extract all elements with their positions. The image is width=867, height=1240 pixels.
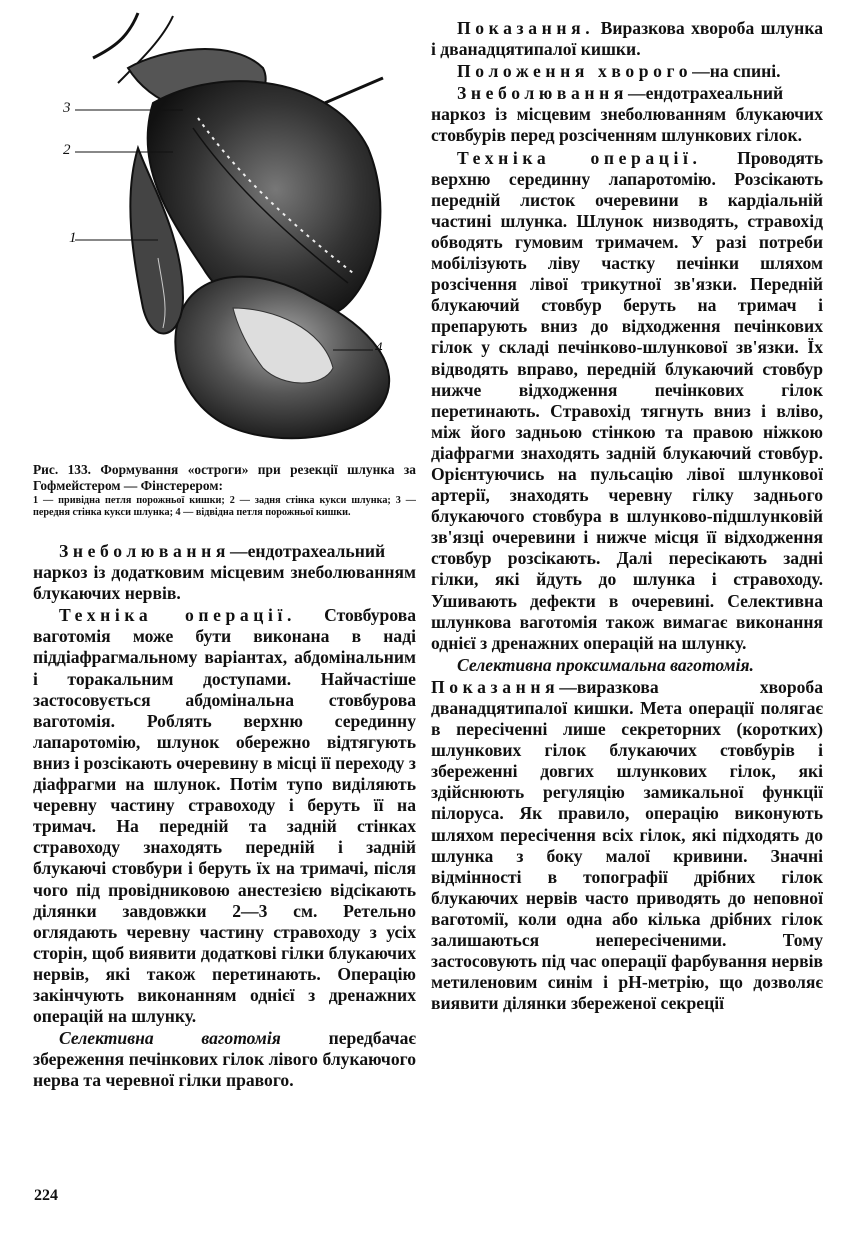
figure-label-1: 1	[69, 230, 77, 246]
page-number: 224	[34, 1187, 58, 1204]
figure-label-2: 2	[63, 142, 71, 158]
paragraph	[33, 605, 416, 1027]
paragraph-text: —на спині.	[692, 61, 781, 82]
paragraph	[33, 541, 416, 604]
italic-heading: Селективна ваготомія	[59, 1028, 281, 1049]
paragraph-text: —ендотрахеальний наркоз із місцевим знеболюванням блукаючих стовбурів перед розсіченням шлункових гілок.	[431, 83, 823, 146]
paragraph	[431, 655, 823, 676]
paragraph-text: Проводять верхню серединну лапаротомію. Розсікають передній листок очеревини в кардіальній частині шлунка. Шлунок низводять, стравохід обводять гумовим тримачем. У разі потреби мобілізують ліву частку печінки шляхом розсічення лівої трикутної зв'язки. Передній блукаючий стовбур беруть на тримач і препарують вниз до відходження печінкових гілок у складі печінково-шлункової зв'язки. Їх відводять вправо, передній блукаючий стовбур нижче відходження печінкових гілок перетинають. Стравохід тягнуть вниз і вліво, між його задньою стінкою та правою ніжкою діафрагми знаходять задній блукаючий стовбур. Орієнтуючись на пульсацію лівої шлункової артерії, знаходять черевну гілку заднього блукаючого стовбура в шлунково-підшлунковій зв'язці очеревини і нижче місця її відходження стовбур розсікають. Далі пересікають задні гілки, які йдуть до шлунка і стравоходу. Ушивають дефекти в очеревині. Селективна шлункова ваготомія також вимагає виконання однієї з дренажних операцій на шлунку.	[431, 147, 824, 653]
figure-caption-title: Рис. 133. Формування «остроги» при резекції шлунка за Гофмейстером — Фінстерером:	[33, 462, 416, 493]
spaced-heading: Знеболювання	[457, 83, 628, 104]
paragraph	[33, 1028, 416, 1091]
paragraph	[431, 677, 823, 1015]
spaced-heading: Положення хворого	[457, 61, 693, 82]
right-column	[431, 18, 823, 1014]
spaced-heading: Знеболювання	[59, 541, 230, 561]
spaced-heading: Показання.	[457, 18, 595, 38]
figure-label-3: 3	[63, 100, 71, 116]
figure-caption-legend: 1 — привідна петля порожньої кишки; 2 — задня стінка кукси шлунка; 3 — передня стінка кукси шлунка; 4 — відвідна петля порожньої кишки.	[33, 495, 416, 518]
paragraph-text: передбачає збереження печінкових гілок лівого блукаючого нерва та черевної гілки правого.	[33, 1028, 416, 1091]
figure-133	[33, 8, 416, 460]
paragraph	[431, 148, 823, 654]
paragraph	[431, 61, 823, 82]
figure-label-4: 4	[375, 340, 383, 356]
paragraph	[431, 83, 823, 146]
spaced-heading: Показання	[431, 676, 560, 697]
spaced-heading: Техніка операції.	[457, 147, 702, 168]
stomach-resection-illustration	[33, 8, 416, 460]
left-column	[33, 8, 416, 1091]
paragraph-text: —ендотрахеальний наркоз із додатковим місцевим знеболюванням блукаючих нервів.	[33, 541, 416, 604]
paragraph	[431, 18, 823, 60]
paragraph-text: Виразкова хвороба шлунка і дванадцятипалої кишки.	[431, 18, 823, 60]
paragraph-text: —виразкова хвороба дванадцятипалої кишки. Мета операції полягає в пересіченні лише секреторних (коротких) шлункових гілок блукаючих стовбурів і збереженні довгих шлункових гілок, які здійснюють регуляцію замикальної функції пілоруса. Як правило, операцію виконують шляхом пересічення всіх гілок, які підходять до шлунка з боку малої кривини. Значні відмінності в топографії дрібних гілок блукаючих нервів часто приводять до неповної ваготомії, коли одна або кілька дрібних гілок залишаються непересіченими. Тому застосовують під час операції фарбування нервів метиленовим синім і pH-метрію, що дозволяє виявити ділянки збереженої секреції	[431, 676, 823, 1014]
italic-heading: Селективна проксимальна ваготомія.	[457, 654, 754, 675]
spaced-heading: Техніка операції.	[59, 605, 296, 626]
paragraph-text: Стовбурова ваготомія може бути виконана в наді піддіафрагмальному варіантах, абдомінальним і торакальним доступами. Найчастіше застосовується абдомінальна стовбурова ваготомія. Роблять верхню серединну лапаротомію, шлунок обережно відтягують вниз і розсікають очеревину в місці її переходу з діафрагми на шлунок. Потім тупо виділяють черевну частину стравоходу і беруть її на тримач. На передній та задній стінках стравоходу знаходять передній і задній блукаючі стовбури і беруть їх на тримачі, після чого під провідниковою анестезією відсікають ділянки завдовжки 2—3 см. Ретельно оглядають черевну частину стравоходу з усіх сторін, щоб виявити додаткові гілки блукаючих нервів, які також перетинають. Операцію закінчують виконанням однієї з дренажних операцій на шлунку.	[33, 605, 416, 1027]
